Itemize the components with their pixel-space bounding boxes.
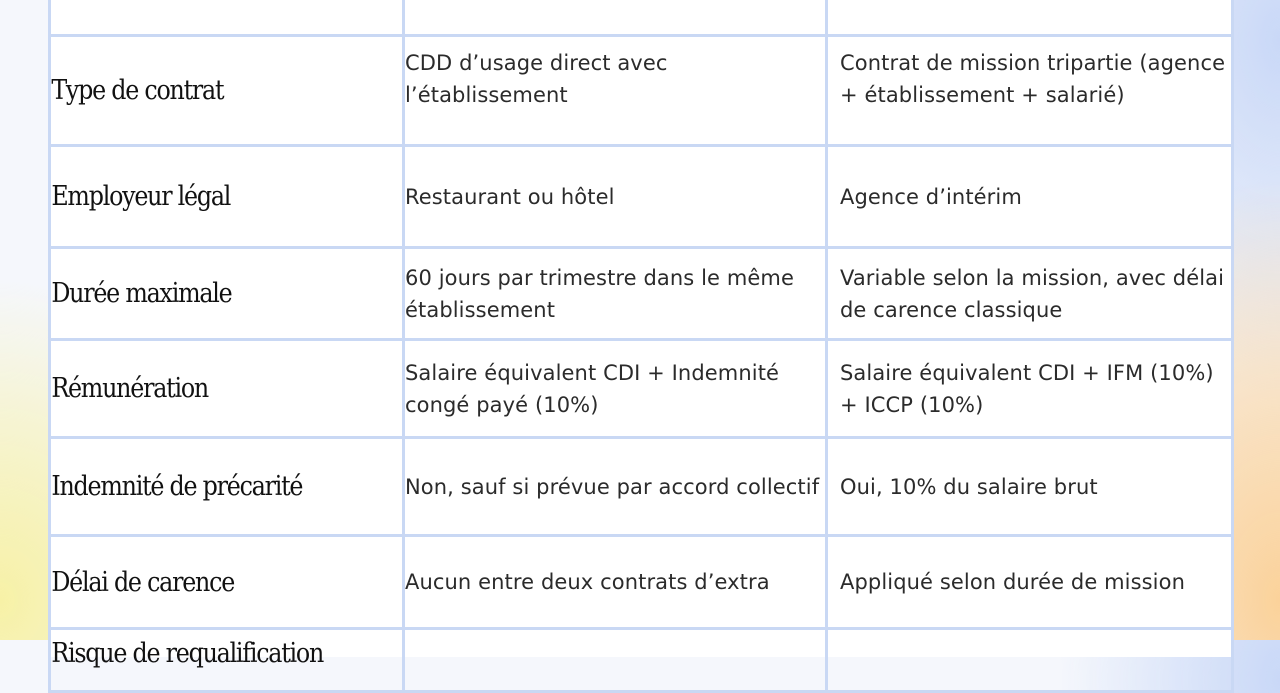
row-label: Rémunération (50, 340, 362, 438)
extra-cell: Salaire équivalent CDI + Indemnité congé payé (10%) (404, 340, 827, 438)
row-label: Type de contrat (50, 36, 362, 146)
interim-cell: Appliqué selon durée de mission (827, 536, 1233, 629)
interim-cell: Variable selon la mission, avec délai de carence classique (827, 248, 1233, 340)
table-cell (827, 0, 1233, 36)
extra-cell: 60 jours par trimestre dans le même établissement (404, 248, 827, 340)
row-label: Indemnité de précarité (50, 438, 362, 536)
table-row (50, 146, 1233, 248)
interim-cell: Oui, 10% du salaire brut (827, 438, 1233, 536)
table-cell (404, 0, 827, 36)
interim-cell: Contrat de mission tripartie (agence + établissement + salarié) (827, 36, 1233, 146)
table-row (50, 536, 1233, 629)
extra-cell: Aucun entre deux contrats d’extra (404, 536, 827, 629)
table-row (50, 340, 1233, 438)
interim-cell: Agence d’intérim (827, 146, 1233, 248)
extra-cell: CDD d’usage direct avec l’établissement (404, 36, 827, 146)
table-row (50, 36, 1233, 146)
table-cell (827, 629, 1233, 692)
table-row-cut-bottom (50, 629, 1233, 692)
table-cell (50, 0, 404, 36)
comparison-grid (48, 0, 1234, 693)
comparison-table (48, 0, 1231, 669)
extra-cell: Non, sauf si prévue par accord collectif (404, 438, 827, 536)
interim-cell: Salaire équivalent CDI + IFM (10%) + ICCP (10%) (827, 340, 1233, 438)
table-row (50, 248, 1233, 340)
extra-cell: Restaurant ou hôtel (404, 146, 827, 248)
table-row-cut-top (50, 0, 1233, 36)
row-label: Employeur légal (50, 146, 362, 248)
row-label-text: Risque de requalification (50, 638, 323, 669)
table-row (50, 438, 1233, 536)
table-cell (404, 629, 827, 692)
row-label: Durée maximale (50, 248, 362, 340)
row-label-partial (50, 629, 362, 692)
row-label: Délai de carence (50, 536, 362, 629)
